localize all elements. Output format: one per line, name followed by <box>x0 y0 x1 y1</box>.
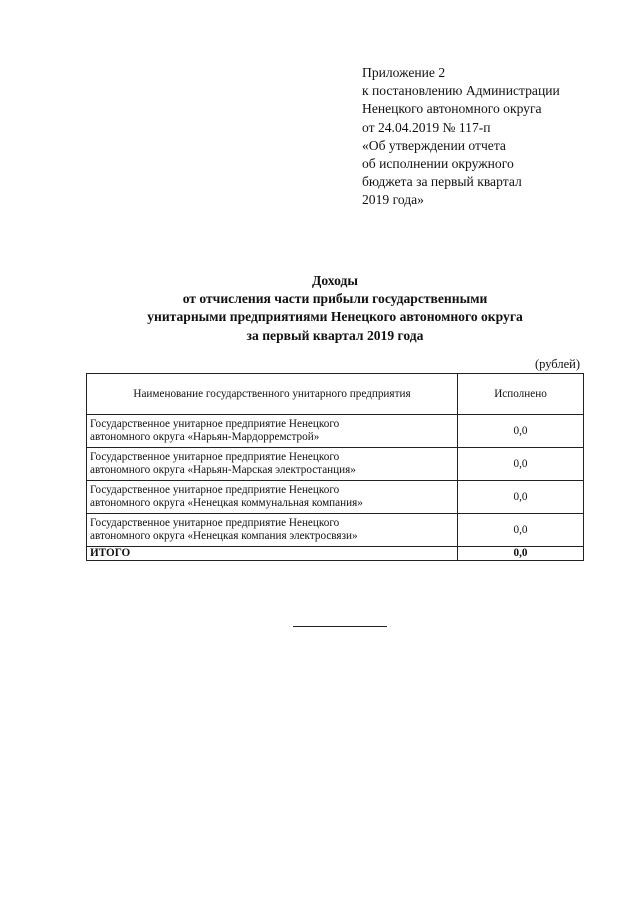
units-label: (рублей) <box>534 357 580 371</box>
total-label: ИТОГО <box>87 547 458 561</box>
enterprise-name-line: Государственное унитарное предприятие Ненецкого <box>90 418 340 431</box>
appendix-line: Приложение 2 <box>362 65 446 80</box>
title-line: унитарными предприятиями Ненецкого автономного округа <box>147 309 523 325</box>
title-line: Доходы <box>312 273 358 288</box>
appendix-line: 2019 года» <box>362 192 424 208</box>
executed-value-cell: 0,0 <box>458 448 584 481</box>
enterprise-name-line: Государственное унитарное предприятие Ненецкого <box>90 451 340 464</box>
appendix-line: «Об утверждении отчета <box>362 137 506 153</box>
table-row <box>87 415 584 448</box>
table-total-row <box>87 547 584 561</box>
enterprise-name-line: Государственное унитарное предприятие Ненецкого <box>90 517 340 530</box>
appendix-line: к постановлению Администрации <box>362 83 560 99</box>
table-row <box>87 481 584 514</box>
appendix-line: от 24.04.2019 № 117-п <box>362 119 491 135</box>
table-row <box>87 448 584 481</box>
enterprise-name-line: автономного округа «Ненецкая компания электросвязи» <box>90 530 358 542</box>
enterprise-name-cell <box>87 514 458 547</box>
header-executed: Исполнено <box>458 374 584 415</box>
enterprise-name-cell <box>87 481 458 514</box>
appendix-line: бюджета за первый квартал <box>362 174 522 190</box>
enterprise-name-line: автономного округа «Ненецкая коммунальная компания» <box>90 497 363 509</box>
executed-value-cell: 0,0 <box>458 481 584 514</box>
header-enterprise-name: Наименование государственного унитарного предприятия <box>87 374 458 415</box>
table-header-row <box>87 374 584 415</box>
document-title <box>70 272 600 345</box>
enterprise-name-cell <box>87 448 458 481</box>
enterprise-name-line: автономного округа «Нарьян-Мардорремстрой» <box>90 431 320 443</box>
title-line: от отчисления части прибыли государственными <box>182 291 488 307</box>
enterprise-name-cell <box>87 415 458 448</box>
enterprise-name-line: автономного округа «Нарьян-Марская электростанция» <box>90 464 356 476</box>
appendix-block <box>362 64 632 210</box>
appendix-line: об исполнении окружного <box>362 156 514 172</box>
total-value: 0,0 <box>458 547 584 561</box>
title-line: за первый квартал 2019 года <box>246 327 424 343</box>
executed-value-cell: 0,0 <box>458 415 584 448</box>
enterprise-name-line: Государственное унитарное предприятие Ненецкого <box>90 484 340 497</box>
appendix-line: Ненецкого автономного округа <box>362 101 542 117</box>
income-table <box>86 373 584 561</box>
table-row <box>87 514 584 547</box>
executed-value-cell: 0,0 <box>458 514 584 547</box>
closing-divider <box>293 626 387 627</box>
